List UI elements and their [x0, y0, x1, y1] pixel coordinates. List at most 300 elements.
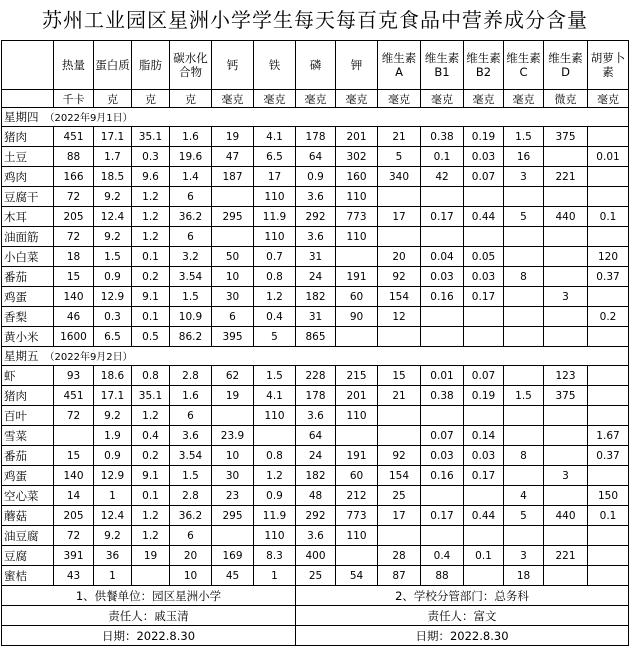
value-cell: 1: [94, 486, 132, 506]
value-cell: 9.2: [94, 526, 132, 546]
value-cell: [544, 187, 588, 207]
value-cell: [212, 526, 254, 546]
unit-cell: 毫克: [254, 90, 296, 108]
value-cell: 25: [378, 486, 421, 506]
value-cell: 295: [212, 506, 254, 526]
value-cell: 6.5: [94, 327, 132, 347]
value-cell: 3.6: [296, 406, 336, 426]
value-cell: 18.6: [94, 366, 132, 386]
value-cell: 0.03: [464, 147, 504, 167]
value-cell: [588, 406, 629, 426]
value-cell: 178: [296, 386, 336, 406]
corner-cell: [2, 41, 54, 90]
value-cell: 1.6: [170, 386, 212, 406]
value-cell: 90: [336, 307, 378, 327]
value-cell: 865: [296, 327, 336, 347]
unit-cell: 千卡: [54, 90, 94, 108]
value-cell: 3: [504, 167, 544, 187]
column-header: 铁: [254, 41, 296, 90]
value-cell: 1.5: [94, 247, 132, 267]
value-cell: 0.1: [421, 147, 464, 167]
value-cell: 0.9: [94, 446, 132, 466]
value-cell: 182: [296, 466, 336, 486]
value-cell: 1.67: [588, 426, 629, 446]
value-cell: 72: [54, 187, 94, 207]
value-cell: 0.17: [421, 506, 464, 526]
value-cell: [254, 426, 296, 446]
value-cell: [378, 327, 421, 347]
value-cell: 0.17: [464, 466, 504, 486]
value-cell: 64: [296, 426, 336, 446]
value-cell: 0.01: [421, 366, 464, 386]
value-cell: 24: [296, 267, 336, 287]
value-cell: 88: [421, 566, 464, 586]
value-cell: 182: [296, 287, 336, 307]
value-cell: 4.1: [254, 386, 296, 406]
value-cell: 1.2: [132, 227, 170, 247]
value-cell: 110: [254, 526, 296, 546]
value-cell: 5: [254, 327, 296, 347]
value-cell: 92: [378, 267, 421, 287]
value-cell: 0.38: [421, 127, 464, 147]
value-cell: [588, 566, 629, 586]
value-cell: 18.5: [94, 167, 132, 187]
value-cell: [378, 187, 421, 207]
value-cell: 1.5: [254, 366, 296, 386]
value-cell: 0.7: [254, 247, 296, 267]
value-cell: 11.9: [254, 506, 296, 526]
column-header: 维生素D: [544, 41, 588, 90]
value-cell: [588, 187, 629, 207]
value-cell: 2.8: [170, 486, 212, 506]
value-cell: 3.6: [296, 526, 336, 546]
day-row: [2, 108, 629, 127]
value-cell: 17.1: [94, 386, 132, 406]
value-cell: 0.16: [421, 287, 464, 307]
value-cell: 14: [54, 486, 94, 506]
value-cell: 123: [544, 366, 588, 386]
food-name: 鸡肉: [2, 167, 54, 187]
value-cell: 0.2: [132, 267, 170, 287]
value-cell: 23.9: [212, 426, 254, 446]
corner-cell: [2, 90, 54, 108]
value-cell: 48: [296, 486, 336, 506]
value-cell: [544, 426, 588, 446]
value-cell: 3.54: [170, 446, 212, 466]
value-cell: [421, 526, 464, 546]
column-header: 维生素B2: [464, 41, 504, 90]
value-cell: 140: [54, 466, 94, 486]
column-header: 胡萝卜素: [588, 41, 629, 90]
value-cell: 6: [212, 307, 254, 327]
value-cell: 773: [336, 506, 378, 526]
value-cell: 6: [170, 526, 212, 546]
value-cell: 1.2: [254, 466, 296, 486]
value-cell: 1.2: [132, 526, 170, 546]
value-cell: 45: [212, 566, 254, 586]
value-cell: 0.37: [588, 267, 629, 287]
value-cell: [378, 426, 421, 446]
unit-cell: 毫克: [464, 90, 504, 108]
value-cell: 0.8: [254, 446, 296, 466]
value-cell: 86.2: [170, 327, 212, 347]
table-row: [2, 446, 629, 466]
value-cell: 23: [212, 486, 254, 506]
value-cell: 166: [54, 167, 94, 187]
food-name: 番茄: [2, 446, 54, 466]
value-cell: 0.01: [588, 147, 629, 167]
value-cell: 1.2: [132, 506, 170, 526]
value-cell: 93: [54, 366, 94, 386]
food-name: 油面筋: [2, 227, 54, 247]
value-cell: 19: [212, 386, 254, 406]
value-cell: 64: [296, 147, 336, 167]
department: 2、学校分管部门：总务科: [296, 586, 629, 606]
value-cell: 5: [504, 506, 544, 526]
value-cell: 1: [94, 566, 132, 586]
unit-cell: 毫克: [296, 90, 336, 108]
value-cell: [588, 127, 629, 147]
value-cell: 3.2: [170, 247, 212, 267]
value-cell: 0.1: [464, 546, 504, 566]
value-cell: 28: [378, 546, 421, 566]
value-cell: [464, 406, 504, 426]
value-cell: [464, 526, 504, 546]
value-cell: 19.6: [170, 147, 212, 167]
value-cell: 0.03: [464, 267, 504, 287]
table-row: [2, 307, 629, 327]
value-cell: 10.9: [170, 307, 212, 327]
value-cell: 0.9: [254, 486, 296, 506]
column-header: 钙: [212, 41, 254, 90]
value-cell: [544, 566, 588, 586]
column-header: 维生素A: [378, 41, 421, 90]
value-cell: 154: [378, 466, 421, 486]
value-cell: 205: [54, 207, 94, 227]
value-cell: 17: [378, 506, 421, 526]
value-cell: [544, 327, 588, 347]
value-cell: 12.4: [94, 207, 132, 227]
value-cell: 295: [212, 207, 254, 227]
value-cell: 395: [212, 327, 254, 347]
table-row: [2, 386, 629, 406]
value-cell: 1.7: [94, 147, 132, 167]
value-cell: [544, 307, 588, 327]
value-cell: 1.6: [170, 127, 212, 147]
value-cell: 375: [544, 386, 588, 406]
value-cell: 191: [336, 446, 378, 466]
value-cell: 19: [132, 546, 170, 566]
value-cell: 0.37: [588, 446, 629, 466]
table-row: [2, 426, 629, 446]
value-cell: 17.1: [94, 127, 132, 147]
value-cell: [504, 287, 544, 307]
table-row: [2, 267, 629, 287]
value-cell: [464, 566, 504, 586]
value-cell: 150: [588, 486, 629, 506]
value-cell: 3: [544, 466, 588, 486]
value-cell: 60: [336, 287, 378, 307]
value-cell: 0.44: [464, 207, 504, 227]
value-cell: 1: [254, 566, 296, 586]
value-cell: 0.19: [464, 386, 504, 406]
value-cell: 375: [544, 127, 588, 147]
table-row: [2, 227, 629, 247]
value-cell: 0.19: [464, 127, 504, 147]
value-cell: 12.4: [94, 506, 132, 526]
value-cell: 391: [54, 546, 94, 566]
value-cell: 12: [378, 307, 421, 327]
value-cell: 3.54: [170, 267, 212, 287]
column-header: 蛋白质: [94, 41, 132, 90]
value-cell: 0.17: [464, 287, 504, 307]
day-date: （2022年9月2日）: [44, 352, 133, 363]
column-header: 维生素B1: [421, 41, 464, 90]
value-cell: 110: [254, 406, 296, 426]
value-cell: 0.4: [132, 426, 170, 446]
date-left: 日期：2022.8.30: [2, 626, 296, 646]
value-cell: 0.38: [421, 386, 464, 406]
unit-cell: 克: [94, 90, 132, 108]
value-cell: [212, 187, 254, 207]
value-cell: 4.1: [254, 127, 296, 147]
table-row: [2, 526, 629, 546]
value-cell: [464, 327, 504, 347]
value-cell: [504, 307, 544, 327]
value-cell: 16: [504, 147, 544, 167]
footer-row-unit: [2, 586, 629, 606]
value-cell: [544, 227, 588, 247]
value-cell: [544, 267, 588, 287]
value-cell: 0.4: [254, 307, 296, 327]
nutrition-table: [1, 40, 629, 646]
value-cell: [212, 227, 254, 247]
value-cell: 0.3: [94, 307, 132, 327]
value-cell: 1.9: [94, 426, 132, 446]
column-header: 钾: [336, 41, 378, 90]
person-left: 责任人：戚玉清: [2, 606, 296, 626]
table-row: [2, 366, 629, 386]
value-cell: 3: [544, 287, 588, 307]
value-cell: [378, 406, 421, 426]
value-cell: 0.8: [132, 366, 170, 386]
value-cell: [504, 227, 544, 247]
table-row: [2, 546, 629, 566]
value-cell: [132, 566, 170, 586]
value-cell: 36: [94, 546, 132, 566]
value-cell: 440: [544, 506, 588, 526]
unit-row: [2, 90, 629, 108]
value-cell: 0.2: [132, 446, 170, 466]
value-cell: [464, 486, 504, 506]
table-body: [2, 41, 629, 586]
value-cell: 6: [170, 187, 212, 207]
value-cell: 0.1: [132, 247, 170, 267]
value-cell: 1.2: [132, 187, 170, 207]
value-cell: 31: [296, 247, 336, 267]
value-cell: 20: [378, 247, 421, 267]
value-cell: [336, 426, 378, 446]
value-cell: 42: [421, 167, 464, 187]
value-cell: 160: [336, 167, 378, 187]
value-cell: 0.1: [132, 486, 170, 506]
value-cell: 110: [336, 526, 378, 546]
value-cell: 154: [378, 287, 421, 307]
value-cell: [504, 327, 544, 347]
value-cell: [544, 147, 588, 167]
value-cell: 0.9: [296, 167, 336, 187]
value-cell: [588, 287, 629, 307]
value-cell: [544, 406, 588, 426]
value-cell: 8: [504, 267, 544, 287]
value-cell: 15: [54, 446, 94, 466]
value-cell: [588, 386, 629, 406]
food-name: 木耳: [2, 207, 54, 227]
food-name: 土豆: [2, 147, 54, 167]
table-row: [2, 327, 629, 347]
value-cell: 221: [544, 546, 588, 566]
value-cell: 0.07: [464, 167, 504, 187]
value-cell: 60: [336, 466, 378, 486]
value-cell: 4: [504, 486, 544, 506]
value-cell: 0.16: [421, 466, 464, 486]
value-cell: [336, 247, 378, 267]
value-cell: [336, 327, 378, 347]
value-cell: 0.07: [421, 426, 464, 446]
value-cell: 10: [170, 566, 212, 586]
unit-cell: 毫克: [336, 90, 378, 108]
value-cell: 1.2: [132, 406, 170, 426]
date-right: 日期：2022.8.30: [296, 626, 629, 646]
value-cell: 46: [54, 307, 94, 327]
value-cell: [378, 526, 421, 546]
unit-cell: 毫克: [588, 90, 629, 108]
food-name: 豆腐: [2, 546, 54, 566]
table-footer: [2, 586, 629, 646]
value-cell: 212: [336, 486, 378, 506]
value-cell: 400: [296, 546, 336, 566]
value-cell: 9.1: [132, 466, 170, 486]
value-cell: [588, 167, 629, 187]
value-cell: 30: [212, 287, 254, 307]
food-name: 鸡蛋: [2, 466, 54, 486]
value-cell: 20: [170, 546, 212, 566]
value-cell: 0.8: [254, 267, 296, 287]
day-label: 星期五: [4, 349, 39, 363]
value-cell: 0.03: [421, 267, 464, 287]
value-cell: 0.3: [132, 147, 170, 167]
food-name: 猪肉: [2, 386, 54, 406]
value-cell: 12.9: [94, 466, 132, 486]
value-cell: 24: [296, 446, 336, 466]
value-cell: [588, 327, 629, 347]
value-cell: 35.1: [132, 127, 170, 147]
value-cell: 30: [212, 466, 254, 486]
value-cell: 221: [544, 167, 588, 187]
value-cell: 0.03: [421, 446, 464, 466]
column-header: 磷: [296, 41, 336, 90]
value-cell: 187: [212, 167, 254, 187]
value-cell: 9.1: [132, 287, 170, 307]
value-cell: 50: [212, 247, 254, 267]
value-cell: [464, 227, 504, 247]
value-cell: 169: [212, 546, 254, 566]
value-cell: 451: [54, 386, 94, 406]
food-name: 虾: [2, 366, 54, 386]
value-cell: 18: [54, 247, 94, 267]
page-title: 苏州工业园区星洲小学学生每天每百克食品中营养成分含量: [42, 8, 588, 32]
food-name: 百叶: [2, 406, 54, 426]
value-cell: 302: [336, 147, 378, 167]
value-cell: [421, 187, 464, 207]
value-cell: 9.2: [94, 406, 132, 426]
value-cell: 1.5: [170, 287, 212, 307]
value-cell: 201: [336, 386, 378, 406]
value-cell: 72: [54, 406, 94, 426]
value-cell: 215: [336, 366, 378, 386]
value-cell: [378, 227, 421, 247]
value-cell: 6.5: [254, 147, 296, 167]
value-cell: 3.6: [296, 187, 336, 207]
value-cell: 140: [54, 287, 94, 307]
value-cell: 0.44: [464, 506, 504, 526]
column-header: 脂肪: [132, 41, 170, 90]
table-row: [2, 167, 629, 187]
value-cell: 205: [54, 506, 94, 526]
value-cell: 178: [296, 127, 336, 147]
food-name: 蘑菇: [2, 506, 54, 526]
value-cell: [421, 486, 464, 506]
day-row: [2, 347, 629, 366]
value-cell: 10: [212, 267, 254, 287]
value-cell: [544, 486, 588, 506]
value-cell: 1.2: [254, 287, 296, 307]
value-cell: 9.6: [132, 167, 170, 187]
value-cell: 31: [296, 307, 336, 327]
food-name: 鸡蛋: [2, 287, 54, 307]
value-cell: [504, 526, 544, 546]
value-cell: 201: [336, 127, 378, 147]
value-cell: [588, 366, 629, 386]
value-cell: 43: [54, 566, 94, 586]
value-cell: 15: [378, 366, 421, 386]
value-cell: 0.9: [94, 267, 132, 287]
value-cell: [588, 227, 629, 247]
food-name: 豆腐干: [2, 187, 54, 207]
value-cell: [544, 247, 588, 267]
value-cell: [54, 426, 94, 446]
value-cell: 292: [296, 207, 336, 227]
food-name: 黄小米: [2, 327, 54, 347]
table-row: [2, 466, 629, 486]
value-cell: 0.1: [132, 307, 170, 327]
value-cell: 92: [378, 446, 421, 466]
value-cell: 110: [254, 227, 296, 247]
value-cell: [504, 406, 544, 426]
value-cell: [504, 247, 544, 267]
value-cell: 47: [212, 147, 254, 167]
value-cell: 110: [254, 187, 296, 207]
column-header: 维生素C: [504, 41, 544, 90]
value-cell: 21: [378, 386, 421, 406]
food-name: 雪菜: [2, 426, 54, 446]
value-cell: 3: [504, 546, 544, 566]
unit-cell: 毫克: [212, 90, 254, 108]
value-cell: 0.17: [421, 207, 464, 227]
value-cell: 72: [54, 227, 94, 247]
value-cell: 5: [504, 207, 544, 227]
value-cell: 12.9: [94, 287, 132, 307]
